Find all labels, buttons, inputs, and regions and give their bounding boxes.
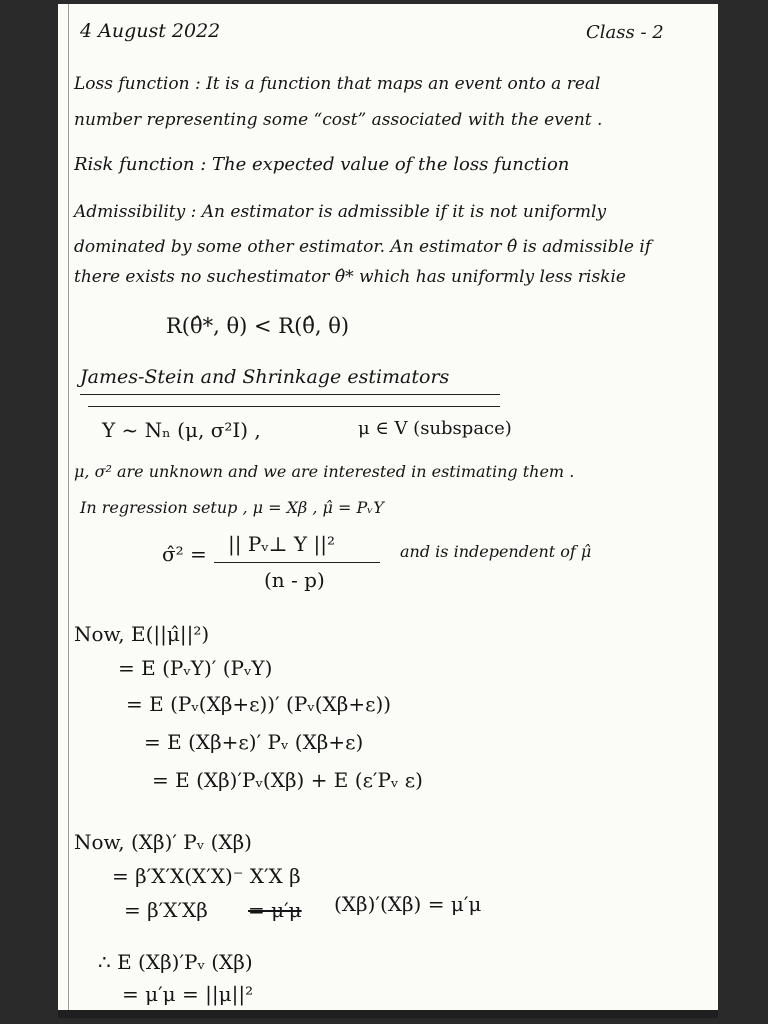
admissibility-def-line2: dominated by some other estimator. An estimator θ̂ is admissible if — [74, 237, 652, 257]
risk-function-def: Risk function : The expected value of the loss function — [74, 154, 570, 175]
class-label: Class - 2 — [586, 22, 664, 43]
sigma-hat-lhs: σ̂² = — [162, 542, 207, 566]
sigma-independence-note: and is independent of μ̂ — [400, 542, 592, 561]
risk-inequality: R(θ̂*, θ) < R(θ̂, θ) — [166, 314, 350, 338]
admissibility-def-line1: Admissibility : An estimator is admissible if it is not uniformly — [74, 202, 607, 222]
date-heading: 4 August 2022 — [80, 20, 221, 42]
deriv1-line2: = E (PᵥY)′ (PᵥY) — [118, 656, 273, 680]
deriv2-line5: = μ′μ = ||μ||² — [122, 982, 254, 1006]
sigma-hat-denominator: (n - p) — [264, 568, 325, 592]
notebook-page — [58, 4, 718, 1018]
deriv2-line2: = β′X′X(X′X)⁻ X′X β — [112, 864, 301, 888]
model-distribution: Y ~ Nₙ (μ, σ²I) , — [102, 418, 261, 442]
deriv1-line4: = E (Xβ+ε)′ Pᵥ (Xβ+ε) — [144, 730, 364, 754]
deriv1-line1: Now, E(||μ̂||²) — [74, 622, 210, 646]
deriv2-line3: = β′X′Xβ — [124, 898, 208, 922]
page-bottom-edge — [58, 1010, 718, 1018]
regression-setup: In regression setup , μ = Xβ , μ̂ = PᵥY — [80, 498, 384, 517]
admissibility-def-line3: there exists no suchestimator θ̂* which has uniformly less riskie — [74, 267, 626, 287]
loss-function-def-line1: Loss function : It is a function that maps an event onto a real — [74, 74, 601, 94]
section-title-double-underline — [88, 406, 500, 407]
margin-line — [68, 4, 69, 1018]
fraction-bar — [214, 562, 380, 563]
loss-function-def-line2: number representing some “cost” associated with the event . — [74, 110, 603, 130]
deriv2-line3-continued: (Xβ)′(Xβ) = μ′μ — [334, 892, 482, 916]
deriv2-line3-struck: = μ′μ — [248, 898, 302, 922]
deriv2-line1: Now, (Xβ)′ Pᵥ (Xβ) — [74, 830, 252, 854]
deriv1-line5: = E (Xβ)′Pᵥ(Xβ) + E (ε′Pᵥ ε) — [152, 768, 423, 792]
parameters-unknown: μ, σ² are unknown and we are interested in estimating them . — [74, 462, 575, 481]
deriv2-line4: ∴ E (Xβ)′Pᵥ (Xβ) — [98, 950, 253, 974]
deriv1-line3: = E (Pᵥ(Xβ+ε))′ (Pᵥ(Xβ+ε)) — [126, 692, 392, 716]
mu-subspace: μ ∈ V (subspace) — [358, 418, 512, 439]
sigma-hat-numerator: || Pᵥ⊥ Y ||² — [228, 532, 335, 556]
section-title: James-Stein and Shrinkage estimators — [80, 366, 450, 388]
section-title-underline — [80, 394, 500, 395]
